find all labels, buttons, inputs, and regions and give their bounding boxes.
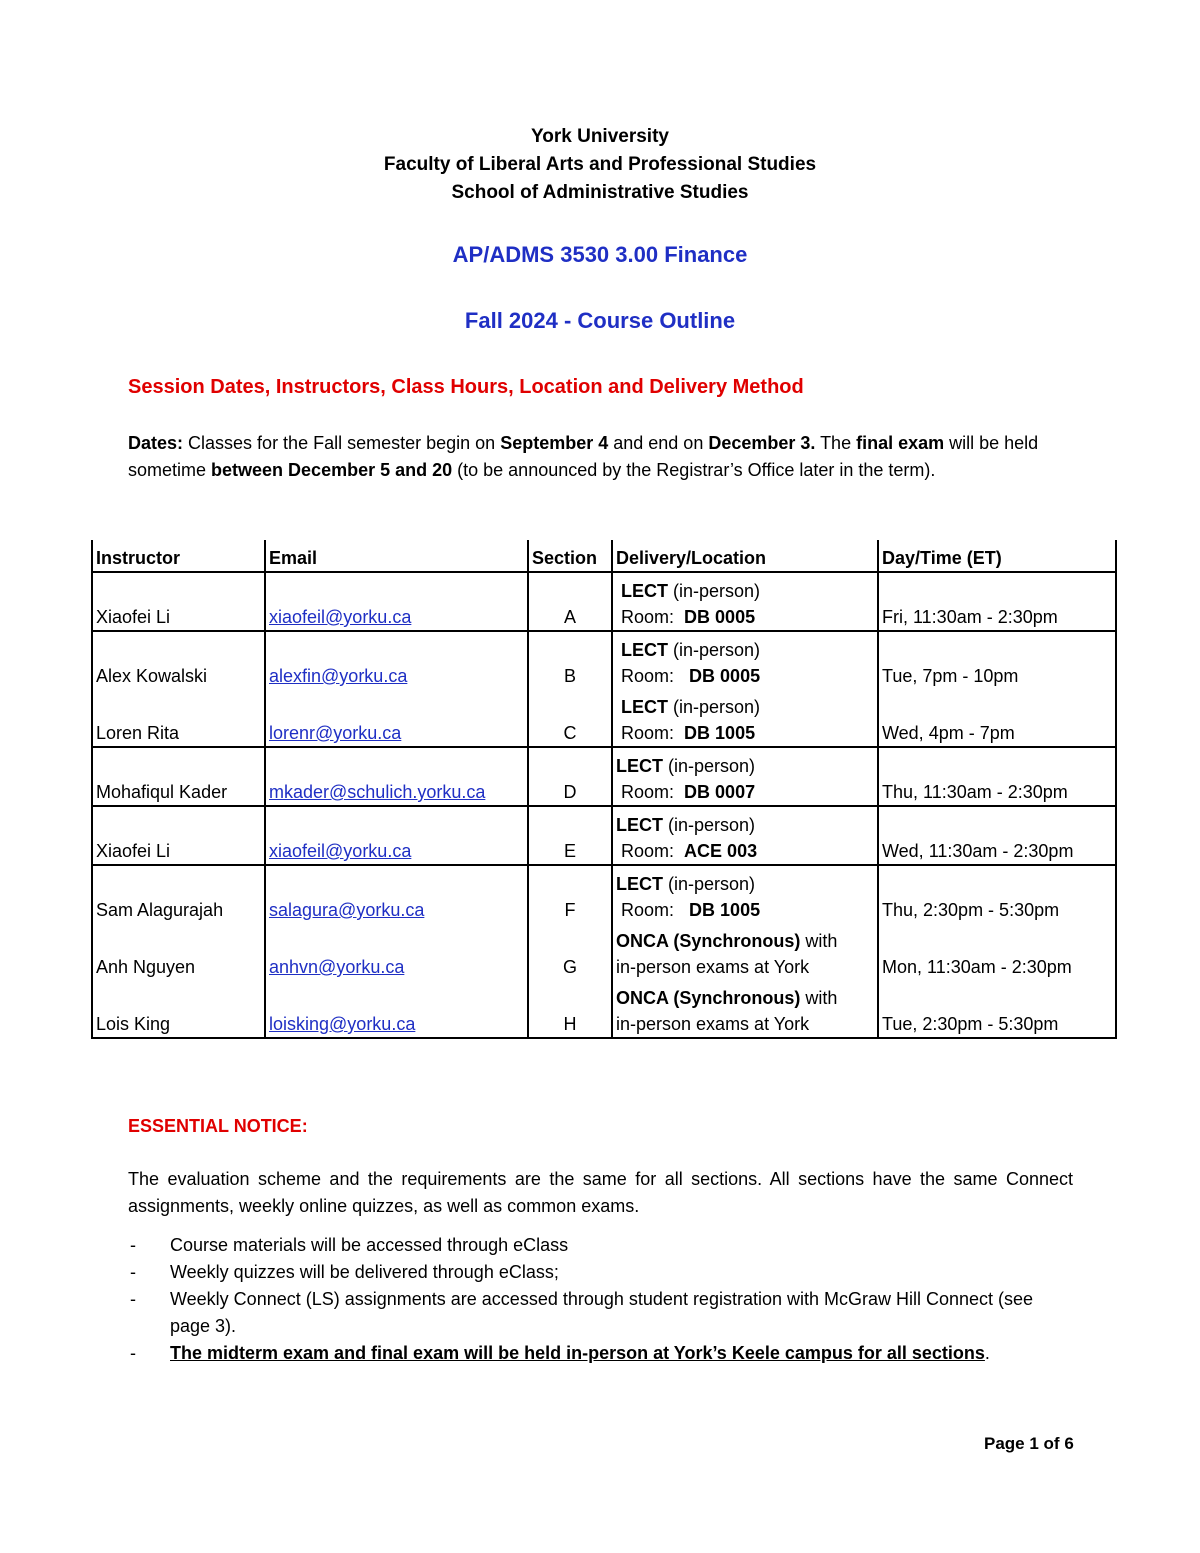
list-item — [130, 1340, 1075, 1367]
cell-delivery — [612, 572, 878, 631]
cell-daytime: Wed, 4pm - 7pm — [878, 689, 1116, 747]
term-title: Fall 2024 - Course Outline — [464, 308, 736, 333]
room-label: Room: — [621, 841, 685, 861]
delivery-detail: (in-person) — [663, 815, 756, 835]
room-value: DB 0007 — [684, 782, 756, 802]
cell-daytime: Thu, 2:30pm - 5:30pm — [878, 865, 1116, 923]
cell-instructor: Xiaofei Li — [92, 806, 265, 865]
cell-instructor: Anh Nguyen — [92, 923, 265, 980]
cell-section: E — [528, 806, 612, 865]
table-row — [92, 572, 1116, 631]
cell-section: C — [528, 689, 612, 747]
delivery-mode: LECT — [616, 815, 663, 835]
header-delivery: Delivery/Location — [612, 540, 878, 572]
cell-delivery — [612, 806, 878, 865]
delivery-mode: ONCA (Synchronous) — [616, 931, 801, 951]
cell-delivery — [612, 923, 878, 980]
cell-section: A — [528, 572, 612, 631]
delivery-detail: (in-person) — [668, 581, 761, 601]
cell-email — [265, 747, 528, 806]
delivery-detail: (in-person) — [663, 756, 756, 776]
cell-email — [265, 806, 528, 865]
delivery-line2: in-person exams at York — [616, 1014, 810, 1034]
table-row — [92, 865, 1116, 923]
room-label: Room: — [621, 666, 690, 686]
cell-section: H — [528, 980, 612, 1038]
room-value: DB 0005 — [684, 607, 756, 627]
header-email: Email — [265, 540, 528, 572]
delivery-detail: (in-person) — [668, 640, 761, 660]
cell-instructor: Sam Alagurajah — [92, 865, 265, 923]
header-instructor: Instructor — [92, 540, 265, 572]
table-row — [92, 980, 1116, 1038]
room-value: DB 1005 — [689, 900, 761, 920]
page-number — [984, 1434, 1074, 1454]
cell-instructor: Xiaofei Li — [92, 572, 265, 631]
email-link[interactable]: loisking@yorku.ca — [269, 1014, 416, 1034]
cell-delivery — [612, 747, 878, 806]
dates-end: December 3. — [708, 433, 816, 453]
session-heading: Session Dates, Instructors, Class Hours, Location and Delivery Method — [128, 376, 804, 398]
cell-delivery — [612, 865, 878, 923]
exam-window: between December 5 and 20 — [211, 460, 453, 480]
cell-delivery — [612, 689, 878, 747]
table-header-row — [92, 540, 1116, 572]
table-row — [92, 747, 1116, 806]
cell-email — [265, 923, 528, 980]
cell-instructor: Loren Rita — [92, 689, 265, 747]
delivery-mode: LECT — [616, 874, 663, 894]
school-name: School of Administrative Studies — [451, 182, 749, 203]
email-link[interactable]: lorenr@yorku.ca — [269, 723, 402, 743]
list-item: - Weekly Connect (LS) assignments are accessed through student registration with McGraw Hill Connect (see page 3). — [130, 1286, 1075, 1340]
email-link[interactable]: xiaofeil@yorku.ca — [269, 841, 412, 861]
cell-email — [265, 631, 528, 689]
page-current: 1 — [1029, 1434, 1039, 1453]
delivery-mode: ONCA (Synchronous) — [616, 988, 801, 1008]
cell-delivery — [612, 631, 878, 689]
dates-text-3: The — [815, 433, 857, 453]
cell-daytime: Thu, 11:30am - 2:30pm — [878, 747, 1116, 806]
room-value: DB 1005 — [684, 723, 756, 743]
cell-daytime: Mon, 11:30am - 2:30pm — [878, 923, 1116, 980]
page-mid: of — [1038, 1434, 1065, 1453]
header-daytime: Day/Time (ET) — [878, 540, 1116, 572]
table-row — [92, 689, 1116, 747]
email-link[interactable]: anhvn@yorku.ca — [269, 957, 405, 977]
notice-paragraph: The evaluation scheme and the requirements are the same for all sections. All sections have the same Connect assignments, weekly online quizzes, as well as common exams. — [128, 1169, 1073, 1216]
cell-section: F — [528, 865, 612, 923]
cell-daytime: Tue, 2:30pm - 5:30pm — [878, 980, 1116, 1038]
dates-label: Dates: — [128, 433, 184, 453]
delivery-detail: with — [800, 988, 838, 1008]
faculty-name: Faculty of Liberal Arts and Professional Studies — [383, 154, 817, 175]
room-label: Room: — [621, 607, 685, 627]
room-label: Room: — [621, 782, 685, 802]
table-row — [92, 923, 1116, 980]
delivery-mode: LECT — [616, 756, 663, 776]
cell-delivery — [612, 980, 878, 1038]
dates-text-4: will be held sometime — [128, 433, 1039, 480]
university-name: York University — [531, 126, 669, 147]
dates-text-5: (to be announced by the Registrar’s Office later in the term). — [452, 460, 936, 480]
room-value: ACE 003 — [684, 841, 758, 861]
cell-daytime: Tue, 7pm - 10pm — [878, 631, 1116, 689]
email-link[interactable]: xiaofeil@yorku.ca — [269, 607, 412, 627]
exam-location-notice: The midterm exam and final exam will be held in-person at York’s Keele campus for all sections — [170, 1343, 985, 1363]
cell-email — [265, 572, 528, 631]
cell-daytime: Fri, 11:30am - 2:30pm — [878, 572, 1116, 631]
room-label: Room: — [621, 900, 690, 920]
dates-start: September 4 — [500, 433, 609, 453]
exam-location-period: . — [984, 1343, 990, 1363]
cell-instructor: Alex Kowalski — [92, 631, 265, 689]
room-label: Room: — [621, 723, 685, 743]
cell-email — [265, 689, 528, 747]
delivery-mode: LECT — [621, 640, 669, 660]
cell-section: B — [528, 631, 612, 689]
delivery-detail: with — [800, 931, 838, 951]
delivery-detail: (in-person) — [663, 874, 756, 894]
schedule-table — [91, 540, 1117, 1039]
email-link[interactable]: alexfin@yorku.ca — [269, 666, 408, 686]
room-value: DB 0005 — [689, 666, 761, 686]
notice-list — [130, 1232, 1075, 1367]
course-title: AP/ADMS 3530 3.00 Finance — [452, 242, 748, 267]
page-total: 6 — [1064, 1434, 1074, 1453]
cell-email — [265, 980, 528, 1038]
final-exam-label: final exam — [856, 433, 945, 453]
email-link[interactable]: mkader@schulich.yorku.ca — [269, 782, 486, 802]
table-row — [92, 806, 1116, 865]
cell-instructor: Mohafiqul Kader — [92, 747, 265, 806]
table-row — [92, 631, 1116, 689]
cell-instructor: Lois King — [92, 980, 265, 1038]
delivery-mode: LECT — [621, 697, 669, 717]
list-item: - Course materials will be accessed through eClass — [130, 1232, 1075, 1259]
dates-paragraph — [128, 430, 1078, 484]
header-section: Section — [528, 540, 612, 572]
cell-daytime: Wed, 11:30am - 2:30pm — [878, 806, 1116, 865]
delivery-mode: LECT — [621, 581, 669, 601]
email-link[interactable]: salagura@yorku.ca — [269, 900, 425, 920]
notice-heading: ESSENTIAL NOTICE: — [128, 1116, 308, 1136]
list-item: - Weekly quizzes will be delivered through eClass; — [130, 1259, 1075, 1286]
cell-email — [265, 865, 528, 923]
delivery-line2: in-person exams at York — [616, 957, 810, 977]
cell-section: D — [528, 747, 612, 806]
page-prefix: Page — [984, 1434, 1030, 1453]
delivery-detail: (in-person) — [668, 697, 761, 717]
dates-text-1: Classes for the Fall semester begin on — [183, 433, 501, 453]
dates-text-2: and end on — [608, 433, 709, 453]
cell-section: G — [528, 923, 612, 980]
